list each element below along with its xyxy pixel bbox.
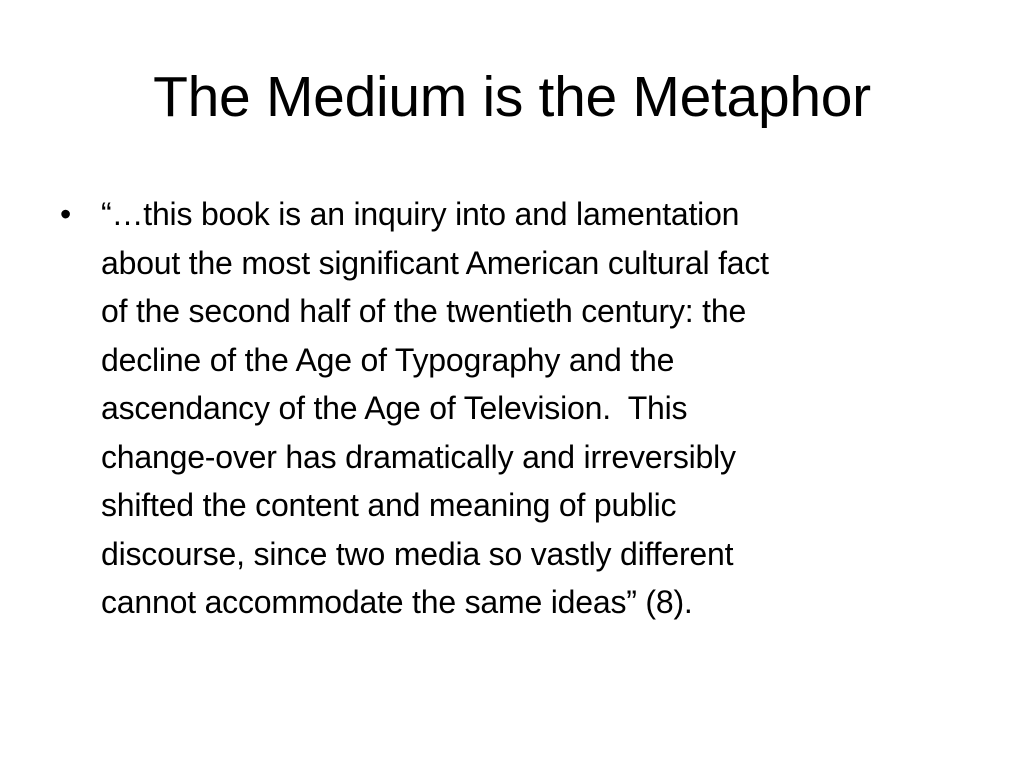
quote-line: cannot accommodate the same ideas” (8). <box>101 584 693 620</box>
bullet-icon: • <box>60 196 72 232</box>
quote-line: ascendancy of the Age of Television. This <box>101 390 688 426</box>
quote-line: “…this book is an inquiry into and lamentation <box>101 196 740 232</box>
quote-line: of the second half of the twentieth century: the <box>101 293 747 329</box>
bullet-list <box>60 190 960 627</box>
quote-line: shifted the content and meaning of public <box>101 487 677 523</box>
quote-line: about the most significant American cultural fact <box>101 244 769 281</box>
quote-line: change-over has dramatically and irreversibly <box>101 438 736 475</box>
bullet-item <box>60 190 960 627</box>
quote-line: discourse, since two media so vastly different <box>101 535 734 572</box>
bullet-text <box>101 190 960 627</box>
slide-title: The Medium is the Metaphor <box>153 65 871 129</box>
quote-line: decline of the Age of Typography and the <box>101 341 675 378</box>
